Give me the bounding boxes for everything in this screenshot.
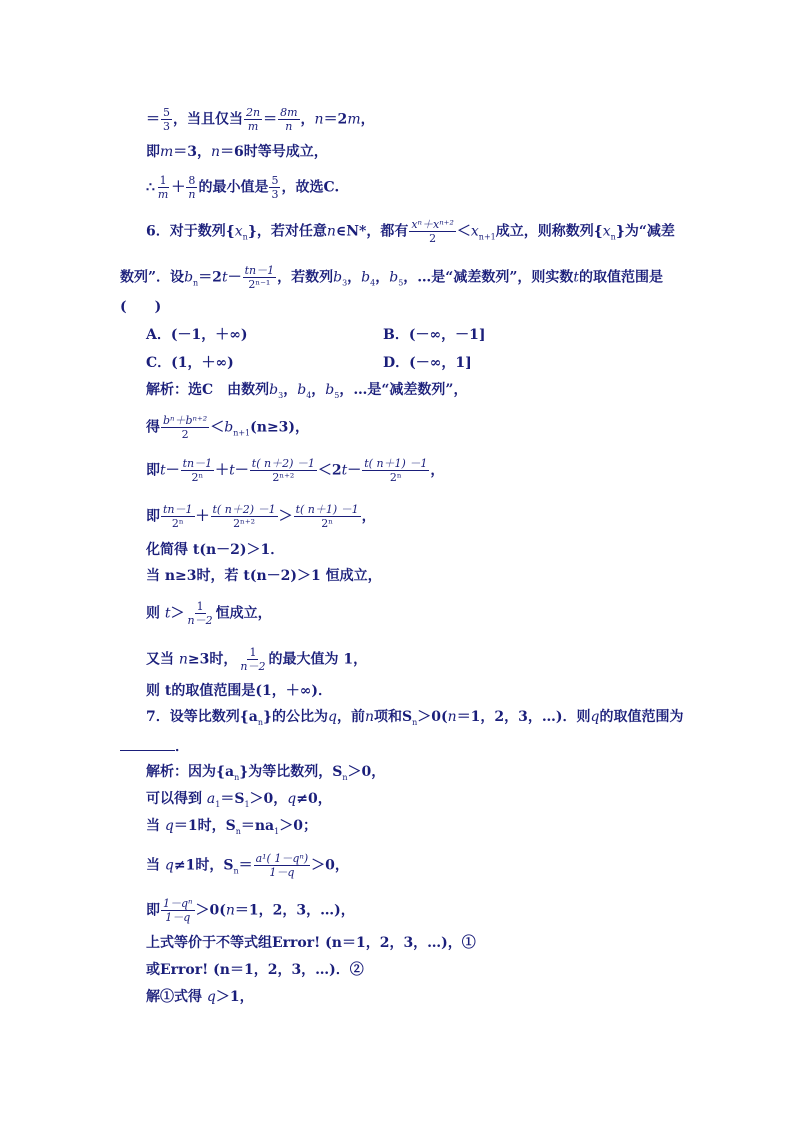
subscript: n [257,717,263,727]
text: ， [430,462,445,479]
solution-7-line-8 [146,988,254,1006]
fraction-num: tn－1 [182,457,213,470]
text: A．(－1，＋∞) [146,327,248,343]
fraction [186,174,197,201]
text: ，若数列 [277,269,334,286]
var: t [221,269,228,286]
text: 恒成立， [215,605,272,622]
text: 当 [146,818,160,834]
text: ≠1时，S [173,857,234,874]
text: 又当 [146,651,174,668]
option-c [146,354,234,372]
text: 得 [146,419,160,436]
fraction-num: t( n＋1) －1 [295,503,359,516]
solution-6-line-9 [146,682,332,700]
var: q [206,989,216,1005]
var: q [164,857,174,874]
solution-6-line-4 [146,503,376,530]
fraction [269,174,280,201]
fraction-num: t( n＋2) －1 [212,503,276,516]
fraction-den: 2ⁿ [321,517,334,530]
fraction-den: 2ⁿ⁺² [272,471,295,484]
var: b [389,269,399,286]
solution-6-line-6 [146,567,382,585]
fraction-den: 3 [271,188,279,201]
subscript: n [234,772,240,782]
text: ＝ [238,857,253,874]
text: ，当且仅当 [173,111,243,128]
fraction [244,106,262,133]
text: － [234,462,249,479]
fraction-den: 2 [181,428,189,441]
answer-blank[interactable] [120,738,175,751]
text: ＝ [263,111,278,128]
text: 即 [146,462,160,479]
fraction [254,852,311,879]
text: ＝1，2，3，…)， [234,902,355,919]
fraction-num: 1－qⁿ [163,897,193,910]
text: 当 [146,857,160,874]
text: 解①式得 [146,989,202,1005]
var: q [590,709,600,725]
fraction-den: 2ⁿ [171,517,184,530]
subscript: n [242,232,248,242]
subscript: 4 [370,278,376,288]
question-6-paren [120,298,161,316]
text: ，前 [336,709,365,725]
text: ＋ [171,179,186,196]
var: x [602,223,611,240]
text: ≠0， [296,791,332,807]
var: n [314,111,324,128]
var: a [206,791,216,807]
fraction-num: 1 [249,646,257,659]
var: m [160,144,174,160]
solution-7-line-1 [146,763,385,787]
text: ＞1， [215,989,254,1005]
text: ＞ [278,508,293,525]
text: 7．设等比数列{a [146,709,258,725]
fraction-den: n－2 [187,614,213,627]
subscript: n [342,772,348,782]
text: ＞0； [279,818,317,834]
subscript: 3 [278,390,284,400]
var: b [333,269,343,286]
text: 的最大值为 1， [268,651,368,668]
fraction [161,414,209,441]
question-7-line-2 [120,738,189,756]
subscript: n [610,232,616,242]
text: ， [360,111,375,128]
var: n [178,651,188,668]
fraction [161,897,195,924]
text: D．(－∞，1] [383,355,472,371]
fraction-num: 5 [163,106,170,119]
fraction-num: xⁿ＋xⁿ⁺² [411,218,454,231]
fraction-den: 2ⁿ⁺² [233,517,256,530]
text: 的取值范围是 [579,269,664,286]
text: B．(－∞，－1] [383,327,486,343]
fraction [362,457,429,484]
solution-7-line-5 [146,897,355,924]
text: 6．对于数列{ [146,223,235,240]
fraction-den: 2ⁿ [191,471,204,484]
fraction [161,503,195,530]
question-6-line-1 [146,218,675,246]
fraction-den: 2ⁿ⁻¹ [248,278,271,291]
fraction-den: 2ⁿ [389,471,402,484]
text: 即 [146,902,160,919]
var: q [328,709,337,725]
solution-6-line-8 [146,646,367,673]
fraction-num: 2n [246,106,261,119]
question-6-line-2 [120,264,663,292]
solution-6-line-1 [146,381,467,405]
var: q [164,818,174,834]
subscript: 4 [306,390,312,400]
text: 上式等价于不等式组Error! (n＝1，2，3，…)，① [146,935,476,951]
question-7-line-1: 7．设等比数列$\{a_n\}$的公比为q，前n项和$S_n>0(n=1$，2，3，…)．则q的取值范围为 [146,709,684,727]
solution-line-2 [146,143,328,161]
text: ＝2 [198,269,222,286]
var: n [225,902,235,919]
fraction-den: n [188,188,196,201]
fraction-den: 1－q [165,911,191,924]
subscript: 5 [398,278,404,288]
subscript: n [193,278,199,288]
solution-7-line-2 [146,790,332,814]
solution-7-line-3 [146,817,317,841]
text: ≥3时， [187,651,238,668]
text: 当 n≥3时，若 t(n－2)＞1 恒成立， [146,568,382,584]
fraction [243,264,277,291]
text: 可以得到 [146,791,202,807]
option-d [383,354,472,372]
var: b [361,269,371,286]
var: t [573,269,580,286]
var: t [341,462,348,479]
text: }为等比数列，S [239,764,343,780]
text: 则 t的取值范围是(1，＋∞)． [146,683,332,699]
solution-6-line-3 [146,457,444,484]
fraction-num: tn－1 [163,503,193,516]
text: }的公比为 [262,709,328,725]
fraction-num: 1 [159,174,167,187]
text: ＞0( [195,902,226,919]
text: ， [300,111,315,128]
solution-6-line-5 [146,541,284,559]
fraction-den: m [157,188,169,201]
var: n [364,709,374,725]
fraction-den: 1－q [269,866,295,879]
subscript: 1 [274,826,280,836]
text: ＝S [220,791,245,807]
text: ＞ [170,605,185,622]
subscript: n+1 [233,428,251,438]
var: b [269,382,279,398]
solution-6-line-2 [146,414,309,442]
fraction-den: n [285,120,293,133]
var: m [347,111,361,128]
text: ， [311,382,326,398]
fraction [238,646,267,673]
var: n [326,223,336,240]
var: n [211,144,221,160]
text: ，故选C. [281,179,340,196]
text: ＞0， [249,791,288,807]
text: 解析：选C 由数列 [146,382,270,398]
fraction [181,457,215,484]
text: ＝na [240,818,275,834]
text: ＝3， [173,144,212,160]
var: b [325,382,335,398]
fraction-num: 5 [271,174,279,187]
text: ∈N*，都有 [335,223,409,240]
solution-7-line-7 [146,961,364,979]
text: 项和 [374,709,402,725]
fraction-num: 8m [280,106,298,119]
fraction-num: a¹( 1－qⁿ) [255,852,309,865]
text: ＜ [456,223,471,240]
var: b [297,382,307,398]
text: － [227,269,242,286]
text: － [165,462,180,479]
text: 的取值范围为 [599,709,684,725]
subscript: 1 [215,799,221,809]
text: 解析：因为{a [146,764,235,780]
subscript: n [233,866,239,876]
subscript: 5 [334,390,340,400]
text: － [347,462,362,479]
text: ， [375,269,390,286]
text: ＝ [146,111,160,128]
solution-line-3 [146,174,339,201]
fraction-den: 2 [429,232,437,245]
var: q [287,791,297,807]
text: 化简得 t(n－2)＞1． [146,542,285,558]
fraction-num: 1 [196,600,204,613]
text: 成立，则称数列{ [495,223,603,240]
option-a [146,326,248,344]
fraction-num: t( n＋1) －1 [364,457,428,470]
text: ＞0( [417,709,448,725]
fraction-den: n－2 [240,660,266,673]
subscript: n+1 [478,232,496,242]
subscript: 3 [342,278,348,288]
var: x [234,223,243,240]
text: }，若对任意 [247,223,327,240]
fraction [186,600,215,627]
text: ． [175,739,189,755]
var: t [160,462,166,479]
text: ， [283,382,298,398]
text: ＋ [195,508,210,525]
text: ， [361,508,376,525]
fraction [211,503,278,530]
var: b [224,419,234,436]
fraction [278,106,299,133]
var: x [470,223,479,240]
text: ，…是“减差数列”，则实数 [403,269,574,286]
text: ＜2 [317,462,342,479]
fraction-den: m [247,120,259,133]
text: 的最小值是 [198,179,269,196]
text: ，…是“减差数列”， [339,382,468,398]
fraction [161,106,172,133]
solution-7-line-6 [146,934,476,952]
subscript: 1 [244,799,250,809]
fraction-num: t( n＋2) －1 [251,457,315,470]
text: ＜ [210,419,225,436]
option-b [383,326,485,344]
text: ＝2 [323,111,348,128]
var: b [184,269,194,286]
fraction [156,174,170,201]
solution-6-line-7 [146,600,272,627]
text: ＝1，2，3，…)．则 [456,709,591,725]
text: 即 [146,508,160,525]
text: ＝6时等号成立， [220,144,328,160]
var: t [229,462,235,479]
subscript: n [235,826,241,836]
text: 或Error! (n＝1，2，3，…)．② [146,962,364,978]
fraction [250,457,317,484]
text: ， [347,269,362,286]
solution-7-line-4 [146,852,349,880]
text: ＞0， [347,764,386,780]
fraction-num: tn－1 [244,264,275,277]
fraction-num: 8 [188,174,196,187]
text: ∴ [146,179,155,196]
text: }为“减差 [615,223,675,240]
fraction [409,218,456,245]
fraction-den: 3 [163,120,170,133]
var: n [447,709,457,725]
subscript: n [412,717,418,727]
text: 则 [146,605,160,622]
text: C．(1，＋∞) [146,355,234,371]
answer-blank: ( ) [120,299,162,315]
text: 即 [146,144,160,160]
text: (n≥3)， [250,419,310,436]
solution-line-1 [146,106,375,133]
text: ＞0， [311,857,349,874]
text: ＝1时，S [173,818,236,834]
var: t [164,605,171,622]
text: ＋ [215,462,230,479]
fraction [294,503,361,530]
fraction-num: bⁿ＋bⁿ⁺² [163,414,208,427]
text: 数列”．设 [120,269,185,286]
